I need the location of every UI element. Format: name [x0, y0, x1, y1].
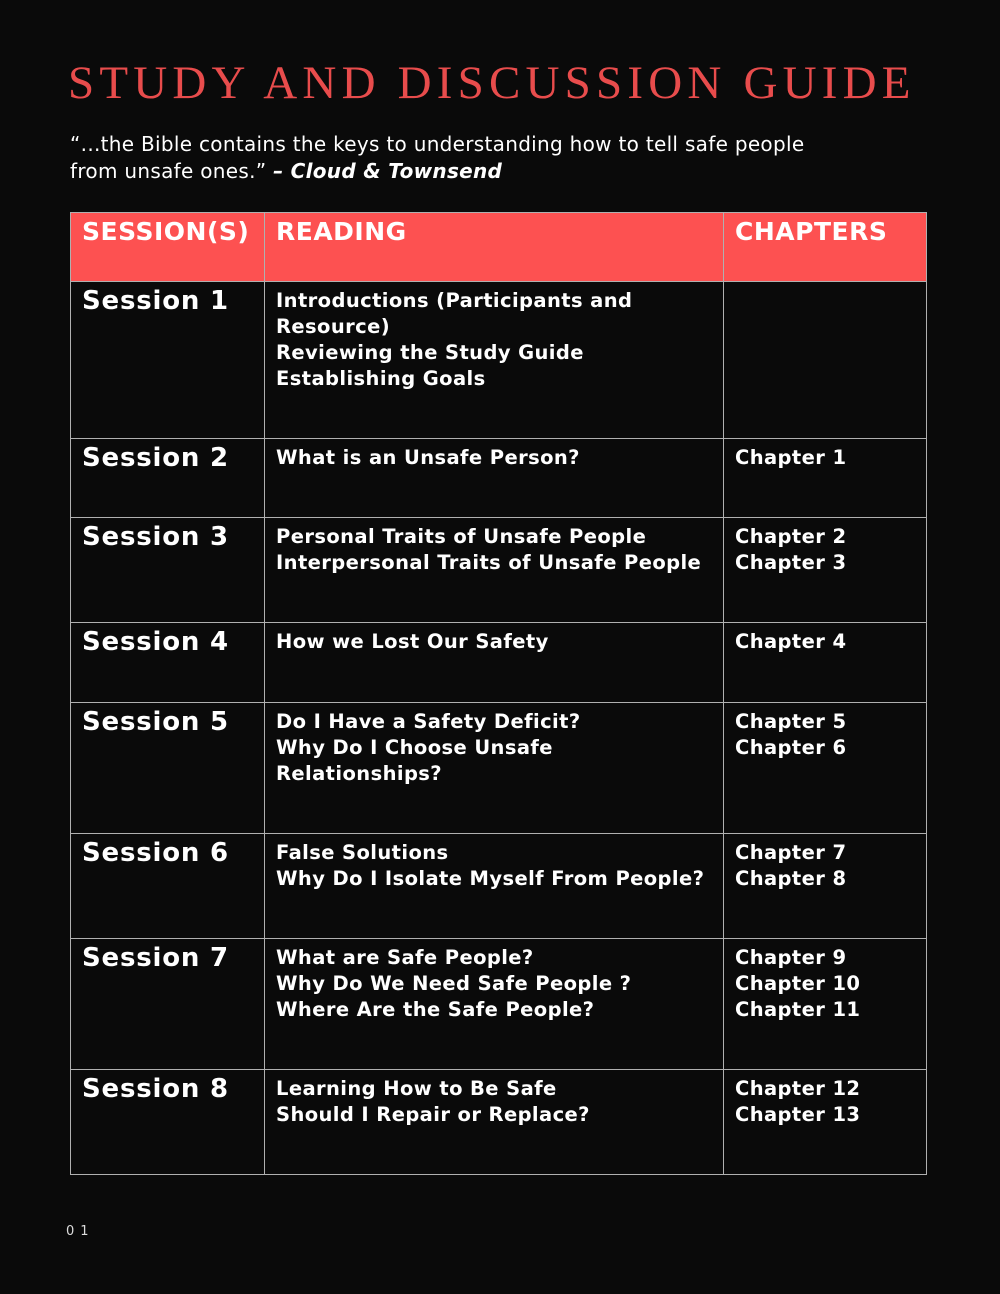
- chapters-cell: [724, 282, 927, 439]
- chapter-item: Chapter 2: [735, 525, 847, 548]
- reading-item: Where Are the Safe People?: [276, 998, 595, 1021]
- chapter-item: Chapter 3: [735, 551, 847, 574]
- chapters-cell: [724, 623, 927, 703]
- session-cell: Session 7: [71, 939, 265, 1070]
- chapter-item: Chapter 8: [735, 867, 847, 890]
- table-row: [71, 939, 927, 1070]
- session-cell: Session 4: [71, 623, 265, 703]
- reading-item: Do I Have a Safety Deficit?: [276, 710, 581, 733]
- chapter-item: Chapter 5: [735, 710, 847, 733]
- chapters-cell: [724, 703, 927, 834]
- study-schedule-table: [70, 212, 927, 1175]
- reading-item: Learning How to Be Safe: [276, 1077, 557, 1100]
- header-sessions: SESSION(S): [71, 213, 265, 282]
- chapter-item: Chapter 6: [735, 736, 847, 759]
- chapter-item: Chapter 9: [735, 946, 847, 969]
- chapters-cell: [724, 939, 927, 1070]
- table-row: [71, 834, 927, 939]
- reading-cell: [265, 703, 724, 834]
- table-row: [71, 1070, 927, 1175]
- table-row: [71, 703, 927, 834]
- reading-item: Interpersonal Traits of Unsafe People: [276, 551, 702, 574]
- reading-item: Should I Repair or Replace?: [276, 1103, 590, 1126]
- reading-cell: [265, 1070, 724, 1175]
- reading-cell: [265, 439, 724, 518]
- session-cell: Session 2: [71, 439, 265, 518]
- reading-item: Introductions (Participants and Resource): [276, 289, 633, 338]
- session-cell: Session 5: [71, 703, 265, 834]
- chapter-item: Chapter 7: [735, 841, 847, 864]
- table-row: [71, 439, 927, 518]
- reading-item: Personal Traits of Unsafe People: [276, 525, 647, 548]
- reading-cell: [265, 623, 724, 703]
- chapters-cell: [724, 439, 927, 518]
- session-cell: Session 3: [71, 518, 265, 623]
- chapters-cell: [724, 518, 927, 623]
- reading-item: False Solutions: [276, 841, 449, 864]
- page-title: STUDY AND DISCUSSION GUIDE: [68, 57, 916, 109]
- reading-item: Why Do I Choose Unsafe Relationships?: [276, 736, 553, 785]
- reading-item: How we Lost Our Safety: [276, 630, 549, 653]
- chapter-item: Chapter 11: [735, 998, 861, 1021]
- reading-item: What is an Unsafe Person?: [276, 446, 580, 469]
- header-reading: READING: [265, 213, 724, 282]
- table-row: [71, 518, 927, 623]
- reading-cell: [265, 834, 724, 939]
- chapter-item: Chapter 10: [735, 972, 861, 995]
- session-cell: Session 6: [71, 834, 265, 939]
- table-row: [71, 623, 927, 703]
- reading-cell: [265, 939, 724, 1070]
- quote-text: “...the Bible contains the keys to understanding how to tell safe people from unsafe ones.”: [70, 132, 805, 183]
- reading-item: Why Do We Need Safe People ?: [276, 972, 632, 995]
- chapter-item: Chapter 1: [735, 446, 847, 469]
- header-chapters: CHAPTERS: [724, 213, 927, 282]
- quote-attribution: – Cloud & Townsend: [273, 159, 503, 183]
- session-cell: Session 1: [71, 282, 265, 439]
- reading-cell: [265, 518, 724, 623]
- reading-item: What are Safe People?: [276, 946, 534, 969]
- reading-item: Reviewing the Study Guide: [276, 341, 584, 364]
- table-row: [71, 282, 927, 439]
- reading-cell: [265, 282, 724, 439]
- chapter-item: Chapter 13: [735, 1103, 861, 1126]
- reading-item: Establishing Goals: [276, 367, 486, 390]
- session-cell: Session 8: [71, 1070, 265, 1175]
- page-number: 01: [66, 1224, 95, 1239]
- table-header-row: [71, 213, 927, 282]
- chapters-cell: [724, 834, 927, 939]
- epigraph-quote: [70, 131, 830, 185]
- chapter-item: Chapter 12: [735, 1077, 861, 1100]
- reading-item: Why Do I Isolate Myself From People?: [276, 867, 705, 890]
- chapter-item: Chapter 4: [735, 630, 847, 653]
- chapters-cell: [724, 1070, 927, 1175]
